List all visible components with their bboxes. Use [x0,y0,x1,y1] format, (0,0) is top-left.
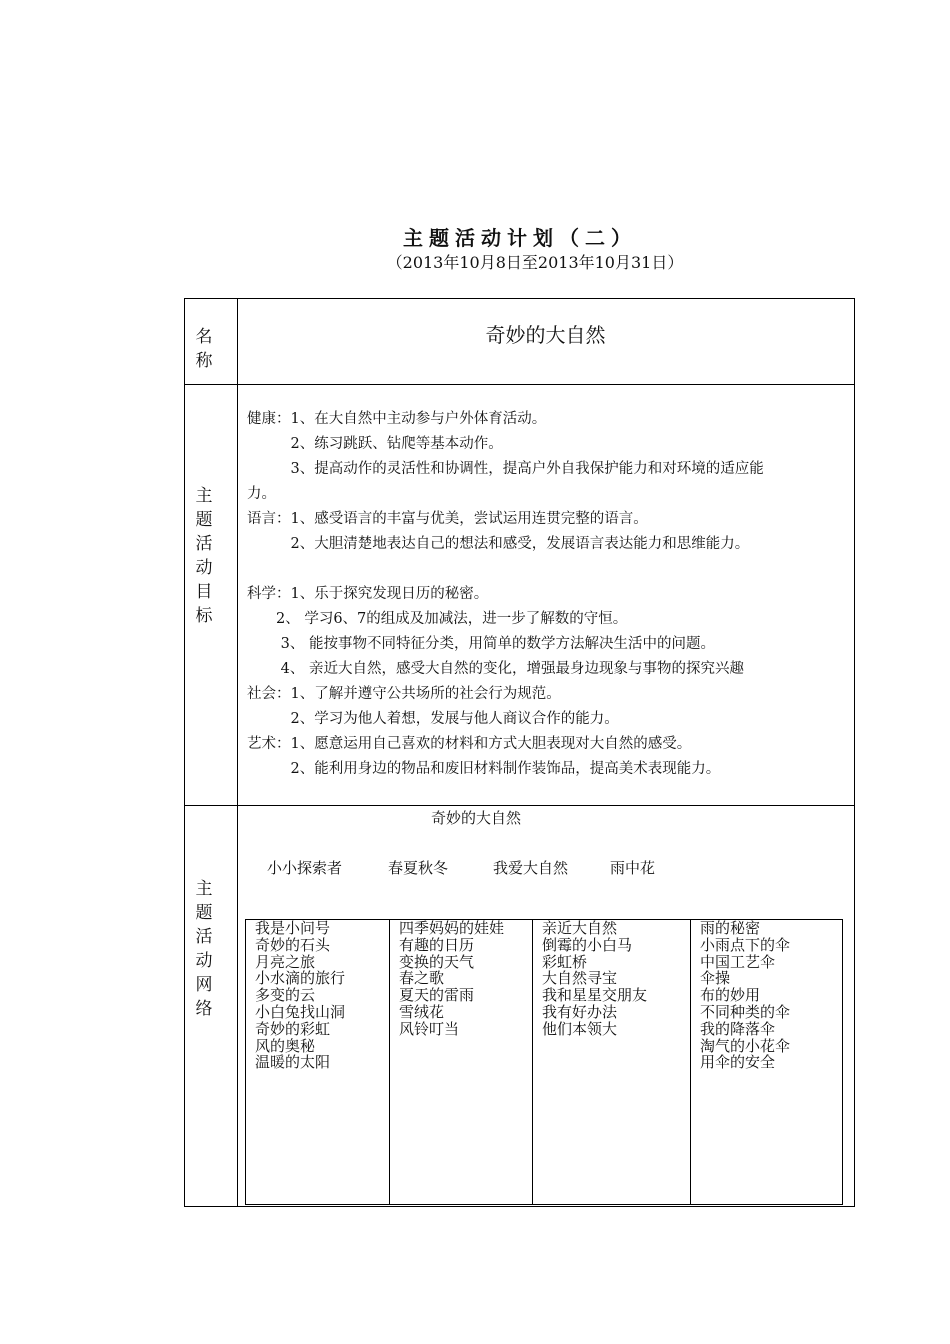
goals-label-char: 主 [195,486,213,506]
goals-label-char: 题 [195,510,213,530]
network-item: 奇妙的彩虹 [255,1019,331,1038]
network-item: 我和星星交朋友 [542,986,648,1005]
network-column [690,920,842,1204]
network-item: 大自然寻宝 [542,969,618,988]
goal-line [247,557,764,582]
network-item: 用伞的安全 [700,1053,776,1072]
network-label-char: 网 [195,975,213,995]
network-item: 风铃叮当 [399,1019,460,1038]
network-column [255,920,389,1204]
name-label-char: 称 [195,351,213,371]
row-divider-name [185,384,854,385]
goals-label-char: 标 [195,606,213,626]
name-label-char: 名 [195,327,213,347]
network-label-char: 题 [195,903,213,923]
goal-line: 科学：1、乐于探究发现日历的秘密。 [247,586,489,602]
goals-label-char: 目 [195,582,213,602]
goal-line: 3、提高动作的灵活性和协调性，提高户外自我保护能力和对环境的适应能 [247,461,764,477]
network-item: 我是小问号 [255,919,331,937]
goal-line: 力。 [247,486,276,502]
network-item: 中国工艺伞 [700,952,776,971]
goal-line: 2、能利用身边的物品和废旧材料制作装饰品，提高美术表现能力。 [247,761,721,777]
network-item: 小雨点下的伞 [700,935,791,954]
network-topic: 春夏秋冬 [388,859,449,877]
theme-name: 奇妙的大自然 [485,323,606,347]
network-item: 伞操 [700,969,731,988]
network-item: 四季妈妈的娃娃 [399,919,505,937]
network-item: 温暖的太阳 [255,1053,331,1072]
goal-line: 健康：1、在大自然中主动参与户外体育活动。 [247,411,547,427]
network-item: 亲近大自然 [542,919,618,937]
page-title: 主题活动计划（二） [403,226,637,250]
plan-table [184,298,855,1207]
goal-line: 3、 能按事物不同特征分类，用简单的数学方法解决生活中的问题。 [247,636,715,652]
goals-label-char: 动 [195,558,213,578]
network-item: 彩虹桥 [542,952,588,971]
goal-line: 语言：1、感受语言的丰富与优美，尝试运用连贯完整的语言。 [247,511,648,527]
network-item: 雨的秘密 [700,919,761,937]
network-item: 布的妙用 [700,986,761,1005]
network-topic: 小小探索者 [267,859,343,877]
network-item: 春之歌 [399,969,445,988]
network-label-char: 活 [195,927,213,947]
network-label [185,877,223,1021]
date-range: （2013年10月8日至2013年10月31日） [386,253,684,272]
network-label-char: 主 [195,879,213,899]
network-item: 小白兔找山洞 [255,1002,346,1021]
network-topic: 我爱大自然 [493,859,569,877]
name-label [185,325,223,373]
network-label-char: 动 [195,951,213,971]
goal-line: 2、 学习6、7的组成及加减法，进一步了解数的守恒。 [247,611,628,627]
network-item: 我有好办法 [542,1002,618,1021]
goal-line: 艺术：1、愿意运用自己喜欢的材料和方式大胆表现对大自然的感受。 [247,736,692,752]
network-item: 不同种类的伞 [700,1002,791,1021]
label-column-divider [237,299,238,1206]
goals-label [185,484,223,628]
network-item: 小水滴的旅行 [255,969,346,988]
network-item: 他们本领大 [542,1019,618,1038]
network-item: 奇妙的石头 [255,935,331,954]
network-item: 月亮之旅 [255,952,316,971]
row-divider-goals [185,805,854,806]
network-item: 夏天的雷雨 [399,986,475,1005]
goal-line: 4、 亲近大自然，感受大自然的变化，增强最身边现象与事物的探究兴趣 [247,661,744,677]
network-item: 风的奥秘 [255,1036,316,1055]
goal-line: 2、学习为他人着想，发展与他人商议合作的能力。 [247,711,619,727]
goal-line: 社会：1、了解并遵守公共场所的社会行为规范。 [247,686,561,702]
network-item: 有趣的日历 [399,935,475,954]
network-column [532,920,690,1204]
network-topic: 雨中花 [610,859,656,877]
goal-line: 2、大胆清楚地表达自己的想法和感受，发展语言表达能力和思维能力。 [247,536,750,552]
network-subtable [245,919,843,1205]
network-root: 奇妙的大自然 [431,809,522,827]
goals-text [247,407,764,782]
network-item: 我的降落伞 [700,1019,776,1038]
network-item: 雪绒花 [399,1002,445,1021]
goal-line: 2、练习跳跃、钻爬等基本动作。 [247,436,503,452]
network-item: 变换的天气 [399,952,475,971]
network-item: 倒霉的小白马 [542,935,633,954]
network-item: 淘气的小花伞 [700,1036,791,1055]
network-column [389,920,532,1204]
goals-label-char: 活 [195,534,213,554]
network-item: 多变的云 [255,986,316,1005]
network-label-char: 络 [195,999,213,1019]
